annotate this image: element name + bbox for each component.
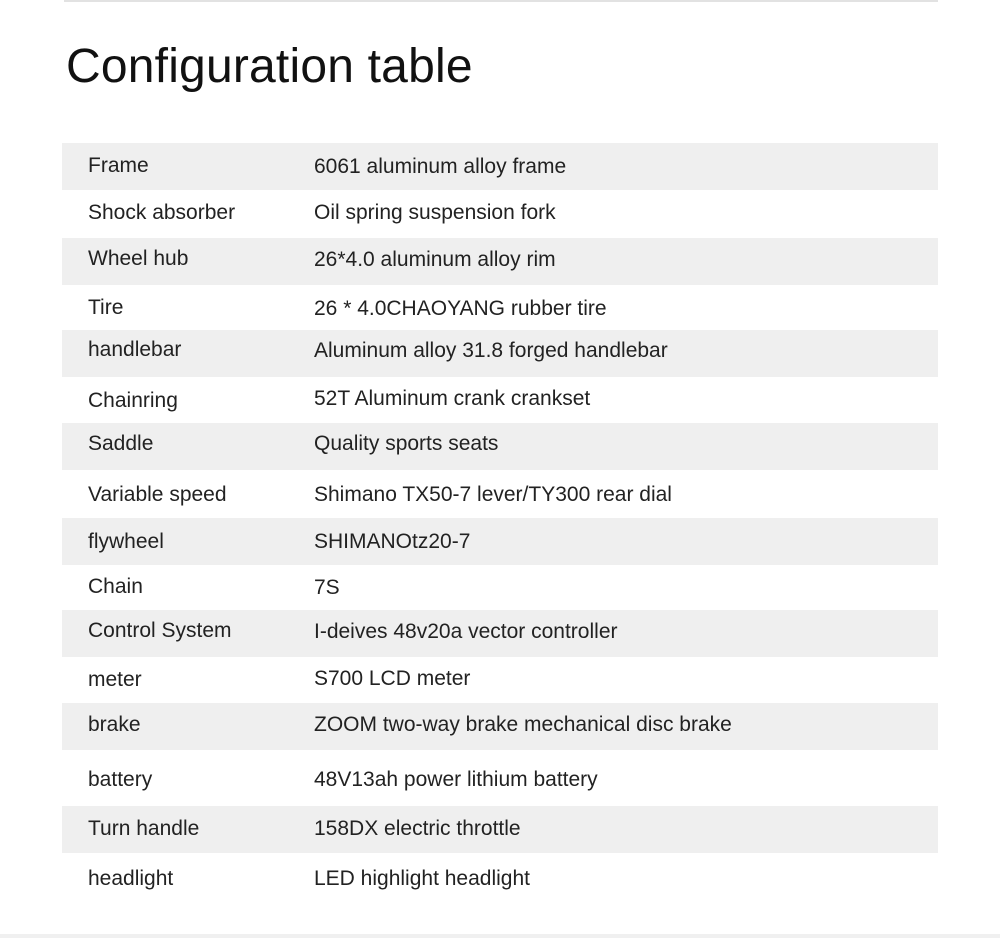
- row-value: 6061 aluminum alloy frame: [314, 155, 567, 178]
- page-title: Configuration table: [66, 40, 473, 93]
- row-value: Aluminum alloy 31.8 forged handlebar: [314, 339, 668, 362]
- row-label: Turn handle: [88, 817, 200, 840]
- table-row: [62, 750, 938, 806]
- row-label: flywheel: [88, 530, 164, 553]
- table-row: [62, 610, 938, 657]
- row-label: Tire: [88, 296, 124, 319]
- configuration-table: [62, 143, 938, 903]
- row-label: handlebar: [88, 338, 182, 361]
- row-label: Chain: [88, 575, 143, 598]
- row-value: 48V13ah power lithium battery: [314, 768, 598, 791]
- row-value: Quality sports seats: [314, 432, 499, 455]
- table-row: [62, 330, 938, 377]
- table-row: [62, 518, 938, 565]
- row-label: Variable speed: [88, 483, 227, 506]
- row-label: Frame: [88, 154, 149, 177]
- row-label: Shock absorber: [88, 201, 236, 224]
- row-value: S700 LCD meter: [314, 667, 471, 690]
- table-row: [62, 703, 938, 750]
- row-value: 26*4.0 aluminum alloy rim: [314, 248, 556, 271]
- row-value: 26 * 4.0CHAOYANG rubber tire: [314, 297, 607, 320]
- table-row: [62, 853, 938, 903]
- table-row: [62, 238, 938, 285]
- row-label: battery: [88, 768, 153, 791]
- table-row: [62, 190, 938, 238]
- top-divider: [64, 0, 938, 2]
- row-value: 7S: [314, 576, 340, 599]
- row-label: meter: [88, 668, 142, 691]
- row-label: Wheel hub: [88, 247, 189, 270]
- row-label: Saddle: [88, 432, 154, 455]
- table-row: [62, 143, 938, 190]
- row-label: Control System: [88, 619, 232, 642]
- row-label: brake: [88, 713, 141, 736]
- table-row: [62, 657, 938, 703]
- row-value: 52T Aluminum crank crankset: [314, 387, 591, 410]
- row-value: Shimano TX50-7 lever/TY300 rear dial: [314, 483, 672, 506]
- row-label: headlight: [88, 867, 174, 890]
- table-row: [62, 377, 938, 423]
- table-row: [62, 565, 938, 610]
- bottom-divider: [0, 934, 1000, 938]
- table-row: [62, 470, 938, 518]
- row-value: SHIMANOtz20-7: [314, 530, 471, 553]
- row-value: LED highlight headlight: [314, 867, 530, 890]
- table-row: [62, 285, 938, 330]
- row-value: ZOOM two-way brake mechanical disc brake: [314, 713, 732, 736]
- row-value: Oil spring suspension fork: [314, 201, 556, 224]
- table-row: [62, 423, 938, 470]
- row-value: I-deives 48v20a vector controller: [314, 620, 618, 643]
- row-label: Chainring: [88, 389, 178, 412]
- table-row: [62, 806, 938, 853]
- row-value: 158DX electric throttle: [314, 817, 521, 840]
